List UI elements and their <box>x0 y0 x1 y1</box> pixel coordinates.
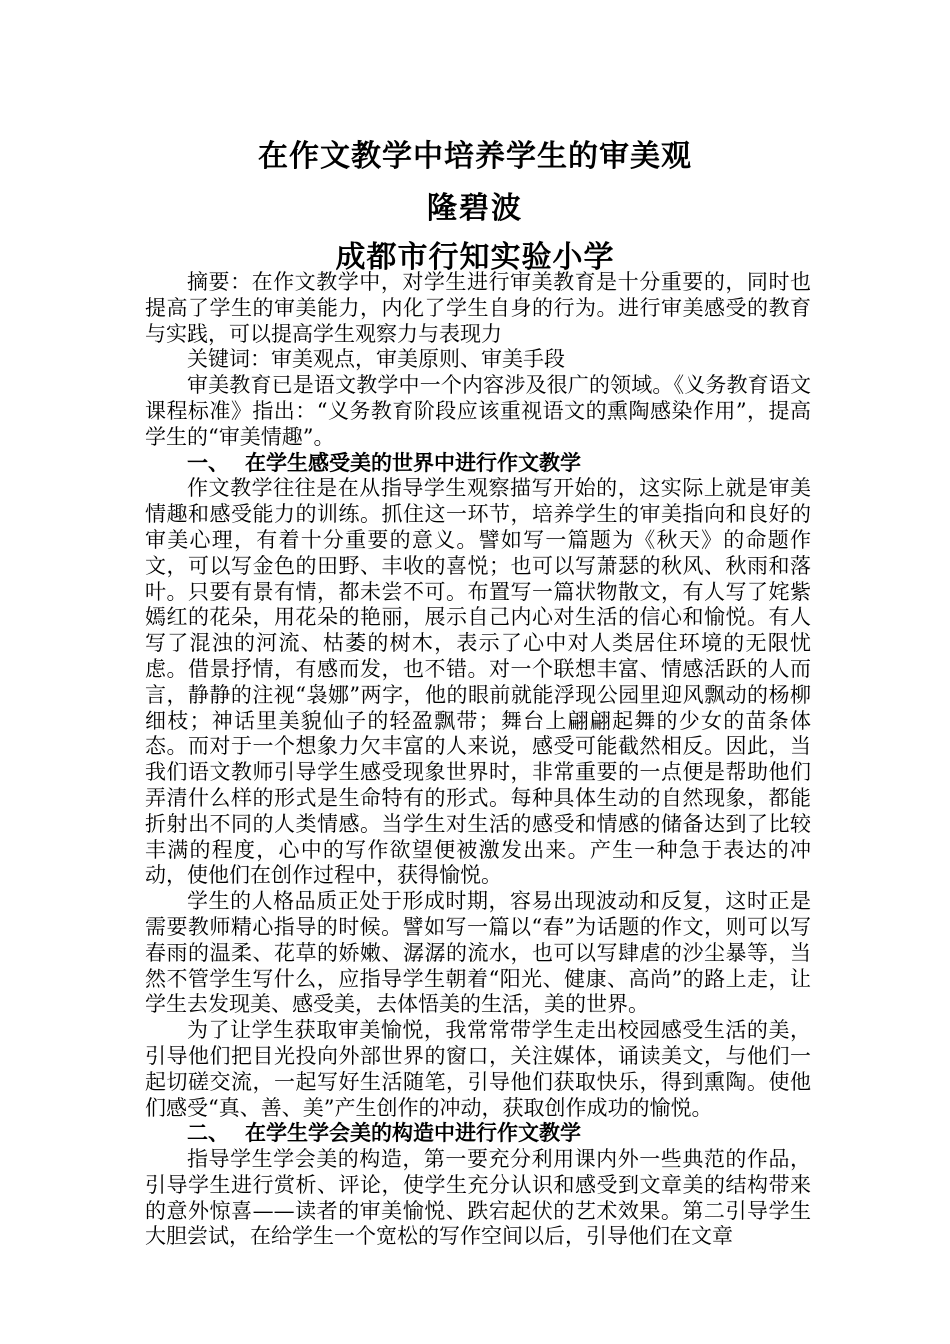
document-title: 在作文教学中培养学生的审美观 <box>258 139 692 174</box>
affiliation: 成都市行知实验小学 <box>335 240 615 275</box>
body-paragraph: 学生的人格品质正处于形成时期，容易出现波动和反复，这时正是需要教师精心指导的时候。譬如写一篇以“春”为话题的作文，则可以写春雨的温柔、花草的娇嫩、潺潺的流水，也可以写肆虐的沙尘暴等，当然不管学生写什么，应指导学生朝着“阳光、健康、高尚”的路上走，让学生去发现美、感受美，去体悟美的生活，美的世界。 <box>145 889 811 1017</box>
author-name: 隆碧波 <box>427 191 523 226</box>
section-number: 一、 <box>187 450 229 475</box>
section-title: 在学生学会美的构造中进行作文教学 <box>245 1121 581 1146</box>
section-title: 在学生感受美的世界中进行作文教学 <box>245 450 581 475</box>
body-paragraph: 作文教学往往是在从指导学生观察描写开始的，这实际上就是审美情趣和感受能力的训练。抓住这一环节，培养学生的审美指向和良好的审美心理，有着十分重要的意义。譬如写一篇题为《秋天》的命题作文，可以写金色的田野、丰收的喜悦；也可以写萧瑟的秋风、秋雨和落叶。只要有景有情，都未尝不可。布置写一篇状物散文，有人写了姹紫嫣红的花朵，用花朵的艳丽，展示自己内心对生活的信心和愉悦。有人写了混浊的河流、枯萎的树木，表示了心中对人类居住环境的无限忧虑。借景抒情，有感而发，也不错。对一个联想丰富、情感活跃的人而言，静静的注视“袅娜”两字，他的眼前就能浮现公园里迎风飘动的杨柳细枝；神话里美貌仙子的轻盈飘带；舞台上翩翩起舞的少女的苗条体态。而对于一个想象力欠丰富的人来说，感受可能截然相反。因此，当我们语文教师引导学生感受现象世界时，非常重要的一点便是帮助他们弄清什么样的形式是生命特有的形式。每种具体生动的自然现象，都能折射出不同的人类情感。当学生对生活的感受和情感的储备达到了比较丰满的程度，心中的写作欲望便被激发出来。产生一种急于表达的冲动，使他们在创作过程中，获得愉悦。 <box>145 476 811 888</box>
keywords-paragraph: 关键词：审美观点，审美原则、审美手段 <box>187 347 565 372</box>
intro-paragraph: 审美教育已是语文教学中一个内容涉及很广的领域。《义务教育语文课程标准》指出：“义务教育阶段应该重视语文的熏陶感染作用”，提高学生的“审美情趣”。 <box>145 373 811 449</box>
abstract-paragraph: 摘要：在作文教学中，对学生进行审美教育是十分重要的，同时也提高了学生的审美能力，内化了学生自身的行为。进行审美感受的教育与实践，可以提高学生观察力与表现力 <box>145 270 811 346</box>
body-paragraph: 指导学生学会美的构造，第一要充分利用课内外一些典范的作品，引导学生进行赏析、评论，使学生充分认识和感受到文章美的结构带来的意外惊喜——读者的审美愉悦、跌宕起伏的艺术效果。第二引导学生大胆尝试，在给学生一个宽松的写作空间以后，引导他们在文章 <box>145 1147 811 1249</box>
section-heading <box>145 1121 811 1147</box>
section-number: 二、 <box>187 1121 229 1146</box>
section-heading <box>145 451 811 477</box>
article-body <box>145 270 811 1250</box>
body-paragraph: 为了让学生获取审美愉悦，我常常带学生走出校园感受生活的美，引导他们把目光投向外部世界的窗口，关注媒体，诵读美文，与他们一起切磋交流，一起写好生活随笔，引导他们获取快乐，得到熏陶。使他们感受“真、善、美”产生创作的冲动，获取创作成功的愉悦。 <box>145 1018 811 1120</box>
